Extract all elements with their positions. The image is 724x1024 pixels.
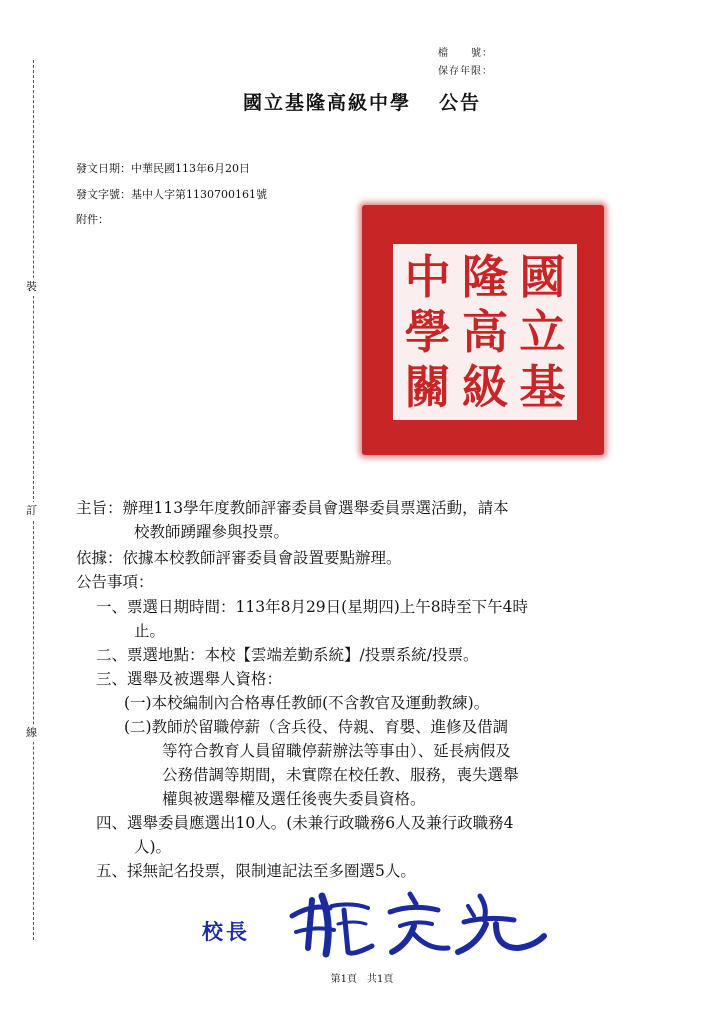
item-1-line-1: 一、票選日期時間：113年8月29日(星期四)上午8時至下午4時 xyxy=(96,598,528,616)
basis-line: 依據：依據本校教師評審委員會設置要點辦理。 xyxy=(76,549,402,567)
seal-char: 級 xyxy=(461,359,508,414)
item-5: 五、採無記名投票，限制連記法至多圈選5人。 xyxy=(96,862,416,880)
item-3-sub-2-line-1: (二)教師於留職停薪（含兵役、侍親、育嬰、進修及借調 xyxy=(124,718,509,736)
purpose-line-1: 主旨：辦理113學年度教師評審委員會選舉委員票選活動，請本 xyxy=(76,499,509,517)
issue-date: 發文日期：中華民國113年6月20日 xyxy=(76,162,250,175)
item-4-line-1: 四、選舉委員應選出10人。(未兼行政職務6人及兼行政職務4 xyxy=(96,814,514,832)
announcement-items-heading: 公告事項： xyxy=(76,573,154,591)
seal-char: 立 xyxy=(519,304,566,359)
seal-char: 學 xyxy=(404,304,451,359)
school-name: 國立基隆高級中學 xyxy=(242,92,411,114)
seal-char: 高 xyxy=(461,304,508,359)
official-seal-stamp xyxy=(362,205,604,455)
item-4-line-2: 人)。 xyxy=(134,838,172,856)
item-3-sub-2-line-2: 等符合教育人員留職停薪辦法等事由）、延長病假及 xyxy=(162,742,511,760)
seal-character-grid xyxy=(399,250,571,414)
item-3: 三、選舉及被選舉人資格： xyxy=(96,670,283,688)
attachment-label: 附件： xyxy=(76,213,109,226)
page-number: 第1頁 共1頁 xyxy=(330,974,394,985)
principal-signature-block xyxy=(194,882,554,962)
item-2: 二、票選地點：本校【雲端差勤系統】/投票系統/投票。 xyxy=(96,646,479,664)
seal-char: 關 xyxy=(404,359,451,414)
document-title xyxy=(0,88,724,115)
purpose-line-2: 校教師踴躍參與投票。 xyxy=(134,523,290,541)
seal-inner-frame xyxy=(390,241,580,423)
principal-title: 校長 xyxy=(202,919,250,944)
item-3-sub-1: (一)本校編制內合格專任教師(不含教官及運動教練)。 xyxy=(124,694,490,712)
binding-dashed-line xyxy=(33,60,34,940)
seal-char: 國 xyxy=(519,250,566,305)
binding-mark-xian: 線 xyxy=(26,724,37,742)
binding-mark-ding: 訂 xyxy=(26,502,37,520)
document-number: 發文字號：基中人字第1130700161號 xyxy=(76,188,267,201)
principal-handwritten-signature xyxy=(282,886,552,958)
seal-char: 基 xyxy=(519,359,566,414)
item-1-line-2: 止。 xyxy=(134,622,166,640)
retention-period-label: 保存年限： xyxy=(438,66,493,77)
seal-char: 隆 xyxy=(461,250,508,305)
binding-mark-zhuang: 裝 xyxy=(26,278,37,296)
item-3-sub-2-line-4: 權與被選舉權及選任後喪失委員資格。 xyxy=(162,790,426,808)
item-3-sub-2-line-3: 公務借調等期間，未實際在校任教、服務，喪失選舉 xyxy=(162,766,519,784)
seal-char: 中 xyxy=(404,250,451,305)
file-number-label: 檔 號： xyxy=(438,48,493,59)
announcement-kind: 公告 xyxy=(439,92,482,114)
